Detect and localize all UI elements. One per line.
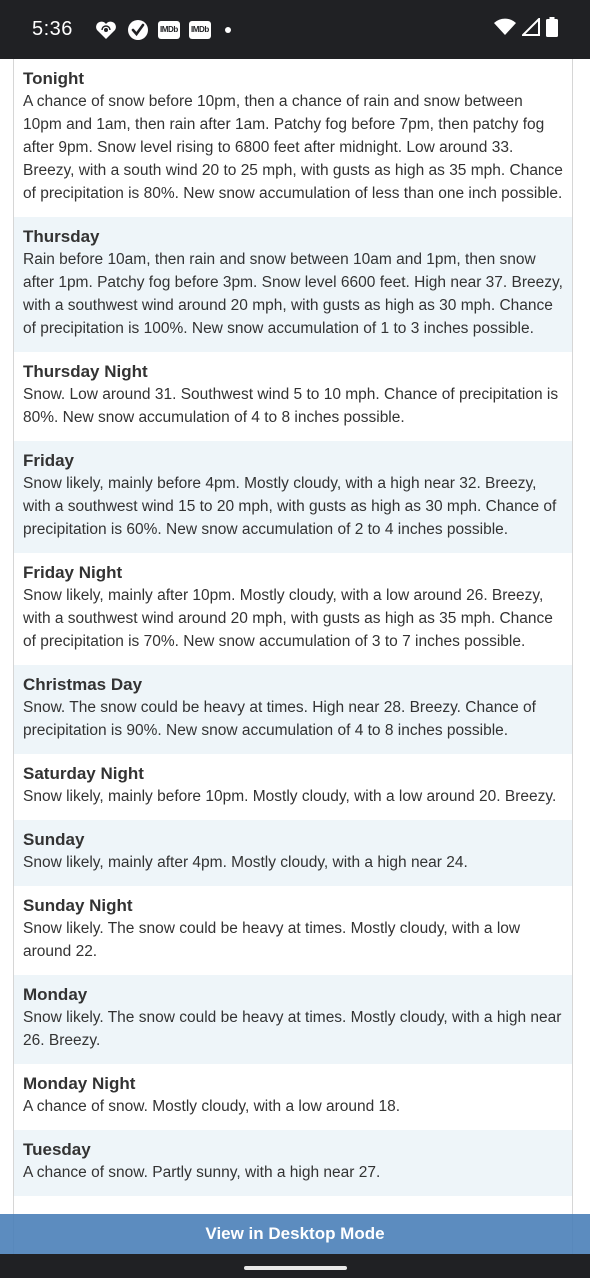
forecast-period-name: Monday [23, 985, 88, 1004]
cell-signal-icon [522, 18, 540, 41]
forecast-row-christmas-day [14, 665, 572, 754]
navigation-bar [0, 1254, 590, 1278]
imdb-icon: IMDb [189, 21, 211, 39]
status-bar [0, 0, 590, 59]
forecast-period-text: Snow likely, mainly before 10pm. Mostly cloudy, with a low around 20. Breezy. [23, 788, 557, 805]
forecast-period-text: Snow. Low around 31. Southwest wind 5 to 10 mph. Chance of precipitation is 80%. New snow accumulation of 4 to 8 inches possible. [23, 386, 559, 426]
forecast-period-text: A chance of snow. Mostly cloudy, with a low around 18. [23, 1098, 401, 1115]
forecast-row-thursday [14, 217, 572, 352]
forecast-period-text: Snow likely, mainly before 4pm. Mostly cloudy, with a high near 32. Breezy, with a southwest wind 15 to 20 mph, with gusts as high as 30 mph. Chance of precipitation is 60%. New snow accumulation of 2 to 4 inches possible. [23, 475, 557, 538]
forecast-row-tonight [14, 59, 572, 217]
forecast-row-monday-night [14, 1064, 572, 1130]
forecast-row-sunday-night [14, 886, 572, 975]
forecast-period-text: Snow likely, mainly after 4pm. Mostly cloudy, with a high near 24. [23, 854, 468, 871]
forecast-period-text: Snow likely, mainly after 10pm. Mostly cloudy, with a low around 26. Breezy, with a southwest wind around 20 mph, with gusts as high as 35 mph. Chance of precipitation is 70%. New snow accumulation of 3 to 7 inches possible. [23, 587, 553, 650]
forecast-row-thursday-night [14, 352, 572, 441]
forecast-period-text: A chance of snow before 10pm, then a chance of rain and snow between 10pm and 1am, then rain after 1am. Patchy fog before 7pm, then patchy fog after 9pm. Snow level rising to 6800 feet after midnight. Low around 33. Breezy, with a south wind 20 to 25 mph, with gusts as high as 35 mph. Chance of precipitation is 80%. New snow accumulation of less than one inch possible. [23, 93, 563, 202]
forecast-row-sunday [14, 820, 572, 886]
forecast-period-name: Tonight [23, 69, 85, 88]
forecast-period-name: Thursday [23, 227, 100, 246]
forecast-period-name: Christmas Day [23, 675, 143, 694]
forecast-list[interactable] [13, 59, 573, 1254]
forecast-period-name: Monday Night [23, 1074, 136, 1093]
forecast-period-name: Sunday [23, 830, 85, 849]
imdb-icon: IMDb [158, 21, 180, 39]
view-desktop-mode-button[interactable]: View in Desktop Mode [0, 1214, 590, 1254]
forecast-period-name: Sunday Night [23, 896, 133, 915]
forecast-period-name: Tuesday [23, 1140, 91, 1159]
forecast-period-name: Friday Night [23, 563, 123, 582]
system-icons [494, 17, 558, 42]
forecast-period-name: Thursday Night [23, 362, 148, 381]
forecast-period-text: Snow likely. The snow could be heavy at times. Mostly cloudy, with a high near 26. Breezy. [23, 1009, 562, 1049]
forecast-period-name: Saturday Night [23, 764, 144, 783]
check-badge-icon [127, 19, 149, 41]
forecast-period-name: Friday [23, 451, 75, 470]
wifi-icon [494, 18, 516, 41]
forecast-row-monday [14, 975, 572, 1064]
battery-icon [546, 17, 558, 42]
iheartradio-icon [94, 20, 118, 40]
forecast-row-friday-night [14, 553, 572, 665]
forecast-period-text: Rain before 10am, then rain and snow between 10am and 1pm, then snow after 1pm. Patchy fog before 3pm. Snow level 6600 feet. High near 37. Breezy, with a southwest wind around 20 mph, with gusts as high as 30 mph. Chance of precipitation is 100%. New snow accumulation of 1 to 3 inches possible. [23, 251, 563, 337]
forecast-period-text: Snow likely. The snow could be heavy at times. Mostly cloudy, with a low around 22. [23, 920, 521, 960]
dot-icon [225, 27, 231, 33]
forecast-row-friday [14, 441, 572, 553]
clock: 5:36 [32, 18, 73, 40]
forecast-row-tuesday [14, 1130, 572, 1196]
forecast-period-text: A chance of snow. Partly sunny, with a high near 27. [23, 1164, 381, 1181]
home-gesture-handle[interactable] [244, 1266, 347, 1270]
forecast-period-text: Snow. The snow could be heavy at times. High near 28. Breezy. Chance of precipitation is 90%. New snow accumulation of 4 to 8 inches possible. [23, 699, 536, 739]
forecast-row-saturday-night [14, 754, 572, 820]
